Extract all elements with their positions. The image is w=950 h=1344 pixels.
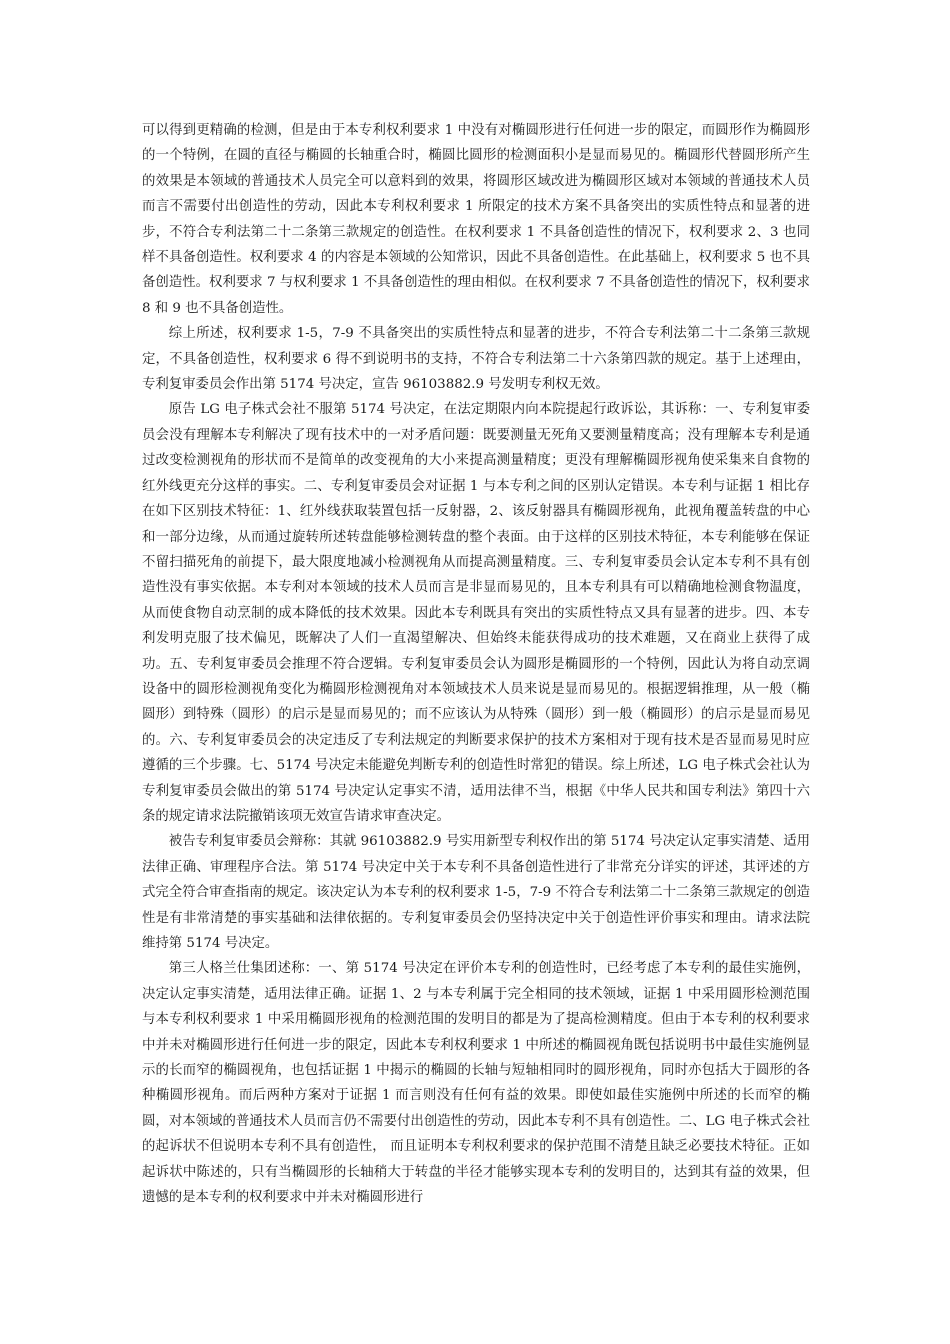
paragraph-third-party-statement: 第三人格兰仕集团述称：一、第 5174 号决定在评价本专利的创造性时，已经考虑了本专利的最佳实施例，决定认定事实清楚，适用法律正确。证据 1、2 与本专利属于完全相同的技术领域，证据 1 中采用圆形检测范围与本专利权利要求 1 中采用椭圆形视角的检测范围的发明目的都是为了提高检测精度。但由于本专利的权利要求中并未对椭圆形进行任何进一步的限定，因此本专利权利要求 1 中所述的椭圆视角既包括说明书中最佳实施例显示的长而窄的椭圆视角，也包括证据 1 中揭示的椭圆的长轴与短轴相同时的圆形视角，同时亦包括大于圆形的各种椭圆形视角。而后两种方案对于证据 1 而言则没有任何有益的效果。即使如最佳实施例中所述的长而窄的椭圆，对本领域的普通技术人员而言仍不需要付出创造性的劳动，因此本专利不具有创造性。二、LG 电子株式会社的起诉状不但说明本专利不具有创造性， 而且证明本专利权利要求的保护范围不清楚且缺乏必要技术特征。正如起诉状中陈述的，只有当椭圆形的长轴稍大于转盘的半径才能够实现本专利的发明目的，达到其有益的效果，但遗憾的是本专利的权利要求中并未对椭圆形进行 bbox=[142, 961, 810, 1206]
paragraph-continued: 可以得到更精确的检测，但是由于本专利权利要求 1 中没有对椭圆形进行任何进一步的限定，而圆形作为椭圆形的一个特例，在圆的直径与椭圆的长轴重合时，椭圆比圆形的检测面积小是显而易见的。椭圆形代替圆形所产生的效果是本领域的普通技术人员完全可以意料到的效果，将圆形区域改进为椭圆形区域对本领域的普通技术人员而言不需要付出创造性的劳动，因此本专利权利要求 1 所限定的技术方案不具备突出的实质性特点和显著的进步，不符合专利法第二十二条第三款规定的创造性。在权利要求 1 不具备创造性的情况下，权利要求 2、3 也同样不具备创造性。权利要求 4 的内容是本领域的公知常识，因此不具备创造性。在此基础上，权利要求 5 也不具备创造性。权利要求 7 与权利要求 1 不具备创造性的理由相似。在权利要求 7 不具备创造性的情况下，权利要求8 和 9 也不具备创造性。 bbox=[142, 123, 810, 316]
paragraph-defendant-response: 被告专利复审委员会辩称：其就 96103882.9 号实用新型专利权作出的第 5174 号决定认定事实清楚、适用法律正确、审理程序合法。第 5174 号决定中关于本专利不具备创造性进行了非常充分详实的评述，其评述的方式完全符合审查指南的规定。该决定认为本专利的权利要求 1-5，7-9 不符合专利法第二十二条第三款规定的创造性是有非常清楚的事实基础和法律依据的。专利复审委员会仍坚持决定中关于创造性评价事实和理由。请求法院维持第 5174 号决定。 bbox=[142, 834, 810, 951]
paragraph-summary: 综上所述，权利要求 1-5，7-9 不具备突出的实质性特点和显著的进步，不符合专利法第二十二条第三款规定，不具备创造性，权利要求 6 得不到说明书的支持，不符合专利法第二十六条第四款的规定。基于上述理由，专利复审委员会作出第 5174 号决定，宣告 96103882.9 号发明专利权无效。 bbox=[142, 326, 810, 393]
document-body bbox=[142, 118, 810, 1210]
paragraph-plaintiff-claims: 原告 LG 电子株式会社不服第 5174 号决定，在法定期限内向本院提起行政诉讼，其诉称：一、专利复审委员会没有理解本专利解决了现有技术中的一对矛盾问题：既要测量无死角又要测量精度高；没有理解本专利是通过改变检测视角的形状而不是简单的改变视角的大小来提高测量精度；更没有理解椭圆形视角使采集来自食物的红外线更充分这样的事实。二、专利复审委员会对证据 1 与本专利之间的区别认定错误。本专利与证据 1 相比存在如下区别技术特征：1、红外线获取装置包括一反射器，2、该反射器具有椭圆形视角，此视角覆盖转盘的中心和一部分边缘，从而通过旋转所述转盘能够检测转盘的整个表面。由于这样的区别技术特征，本专利能够在保证不留扫描死角的前提下，最大限度地减小检测视角从而提高测量精度。三、专利复审委员会认定本专利不具有创造性没有事实依据。本专利对本领域的技术人员而言是非显而易见的，且本专利具有可以精确地检测食物温度，从而使食物自动烹制的成本降低的技术效果。因此本专利既具有突出的实质性特点又具有显著的进步。四、本专利发明克服了技术偏见，既解决了人们一直渴望解决、但始终未能获得成功的技术难题，又在商业上获得了成功。五、专利复审委员会推理不符合逻辑。专利复审委员会认为圆形是椭圆形的一个特例，因此认为将自动烹调设备中的圆形检测视角变化为椭圆形检测视角对本领域技术人员来说是显而易见的。根据逻辑推理，从一般（椭圆形）到特殊（圆形）的启示是显而易见的；而不应该认为从特殊（圆形）到一般（椭圆形）的启示是显而易见的。六、专利复审委员会的决定违反了专利法规定的判断要求保护的技术方案相对于现有技术是否显而易见时应遵循的三个步骤。七、5174 号决定未能避免判断专利的创造性时常犯的错误。综上所述，LG 电子株式会社认为专利复审委员会做出的第 5174 号决定认定事实不清，适用法律不当，根据《中华人民共和国专利法》第四十六条的规定请求法院撤销该项无效宣告请求审查决定。 bbox=[142, 402, 810, 824]
